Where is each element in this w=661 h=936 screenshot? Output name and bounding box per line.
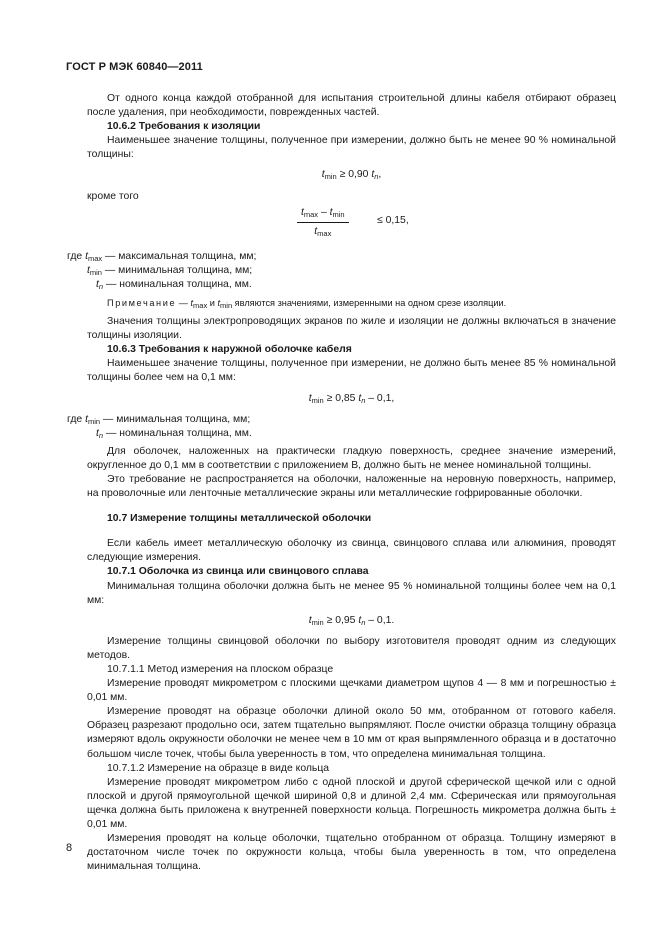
fraction (297, 206, 349, 239)
paragraph-10-6-2-b: Значения толщины электропроводящих экранов по жиле и изоляции не должны включаться в значение толщины изоляции. (87, 316, 616, 342)
heading-10-7-1-2: 10.7.1.2 Измерение на образце в виде кольца (107, 762, 330, 774)
def-tn-2: $t_n$ — номинальная толщина, мм. (96, 427, 252, 440)
heading-10-7-1: 10.7.1 Оболочка из свинца или свинцового сплава (107, 566, 369, 578)
paragraph-10-7-1-1-b: Измерение проводят на образце оболочки длиной около 50 мм, отобранном от готового кабеля. Образец разрезают продольно оси, затем тщательно выпрямляют. После очистки образца толщину образца измеряют вдоль окружности оболочки не менее чем в 10 мм от края выпрямленного образца и в достаточно большом числе точек, чтобы была уверенность в том, что определена минимальная толщина. (87, 706, 616, 760)
heading-10-6-3: 10.6.3 Требования к наружной оболочке кабеля (107, 344, 352, 356)
fraction-tail: ≤ 0,15, (377, 214, 409, 226)
fraction-numerator: $t_{max} - t_{min}$ (297, 206, 349, 223)
page-number: 8 (66, 842, 73, 854)
definitions-sheath (67, 413, 616, 441)
paragraph-10-6-3-b: Для оболочек, наложенных на практически гладкую поверхность, среднее значение измерений, округленное до 0,1 мм в соответствии с приложением В, должно быть не менее номинальной толщины. (87, 445, 616, 471)
paragraph-10-7-1-2-a: Измерение проводят микрометром либо с одной плоской и другой сферической щечкой или с одной плоской и другой прямоугольной щечкой шириной 0,8 и длиной 2,4 мм. Сферическая или прямоугольная щечка должна быть приложена к внутренней поверхности кольца. Погрешность микрометра должна быть ± 0,01 мм. (87, 776, 616, 831)
paragraph-10-7-1-2-b: Измерения проводят на кольце оболочки, тщательно отобранном от образца. Толщину измеряют в достаточном числе точек по окружности кольца, чтобы была уверенность в том, что определена минимальная толщина. (87, 833, 616, 873)
label-moreover: кроме того (87, 190, 139, 202)
page-header: ГОСТ Р МЭК 60840—2011 (66, 61, 203, 73)
paragraph-10-7-1-b: Измерение толщины свинцовой оболочки по выбору изготовителя проводят одним из следующих методов. (87, 635, 616, 661)
formula-sheath-min: $t_{min} \ge 0,85$ $t_n - 0,1$, (308, 392, 395, 405)
definitions-insulation (67, 250, 616, 292)
paragraph-10-7: Если кабель имеет металлическую оболочку из свинца, свинцового сплава или алюминия, проводят следующие измерения. (87, 538, 616, 564)
paragraph-10-6-3-c: Это требование не распространяется на оболочки, наложенные на неровную поверхность, например, на проволочные или ленточные металлические экраны или металлические гофрированные оболочки. (87, 473, 616, 500)
heading-10-7-1-1: 10.7.1.1 Метод измерения на плоском образце (107, 664, 334, 675)
formula-lead-sheath: $t_{min} \ge 0,95$ $t_n - 0,1$. (308, 614, 395, 627)
paragraph-10-6-2-a: Наименьшее значение толщины, полученное при измерении, должно быть не менее 90 % номинальной толщины: (87, 135, 616, 161)
formula-insulation-ratio (87, 204, 616, 248)
heading-10-6-2: 10.6.2 Требования к изоляции (107, 121, 261, 133)
def-tn: $t_n$ — номинальная толщина, мм. (96, 278, 252, 291)
page-content (67, 92, 616, 874)
formula-insulation-min: $t_{min} \ge 0,90$ $t_n$, (321, 169, 382, 182)
paragraph-10-7-1-a: Минимальная толщина оболочки должна быть не менее 95 % номинальной толщины более чем на 0,1 мм: (87, 580, 616, 606)
paragraph-10-7-1-1-a: Измерение проводят микрометром с плоскими щечками диаметром щупов 4 — 8 мм и погрешностью ± 0,01 мм. (87, 678, 616, 704)
fraction-denominator: $t_{max}$ (314, 225, 332, 238)
def-tmax: где $t_{max}$ — максимальная толщина, мм; (67, 250, 257, 263)
paragraph-intro: От одного конца каждой отобранной для испытания строительной длины кабеля отбирают образец после удаления, при необходимости, поврежденных частей. (87, 93, 616, 119)
paragraph-10-6-3-a: Наименьшее значение толщины, полученное при измерении, не должно быть менее 85 % номинальной толщины более чем на 0,1 мм: (87, 358, 616, 384)
note: Примечание — $t_{max}$ и $t_{min}$ являются значениями, измеренными на одном срезе изоляции. (107, 297, 507, 310)
def-tmin-2: где $t_{min}$ — минимальная толщина, мм; (67, 413, 251, 426)
def-tmin: $t_{min}$ — минимальная толщина, мм; (87, 264, 253, 277)
heading-10-7: 10.7 Измерение толщины металлической оболочки (107, 513, 372, 525)
